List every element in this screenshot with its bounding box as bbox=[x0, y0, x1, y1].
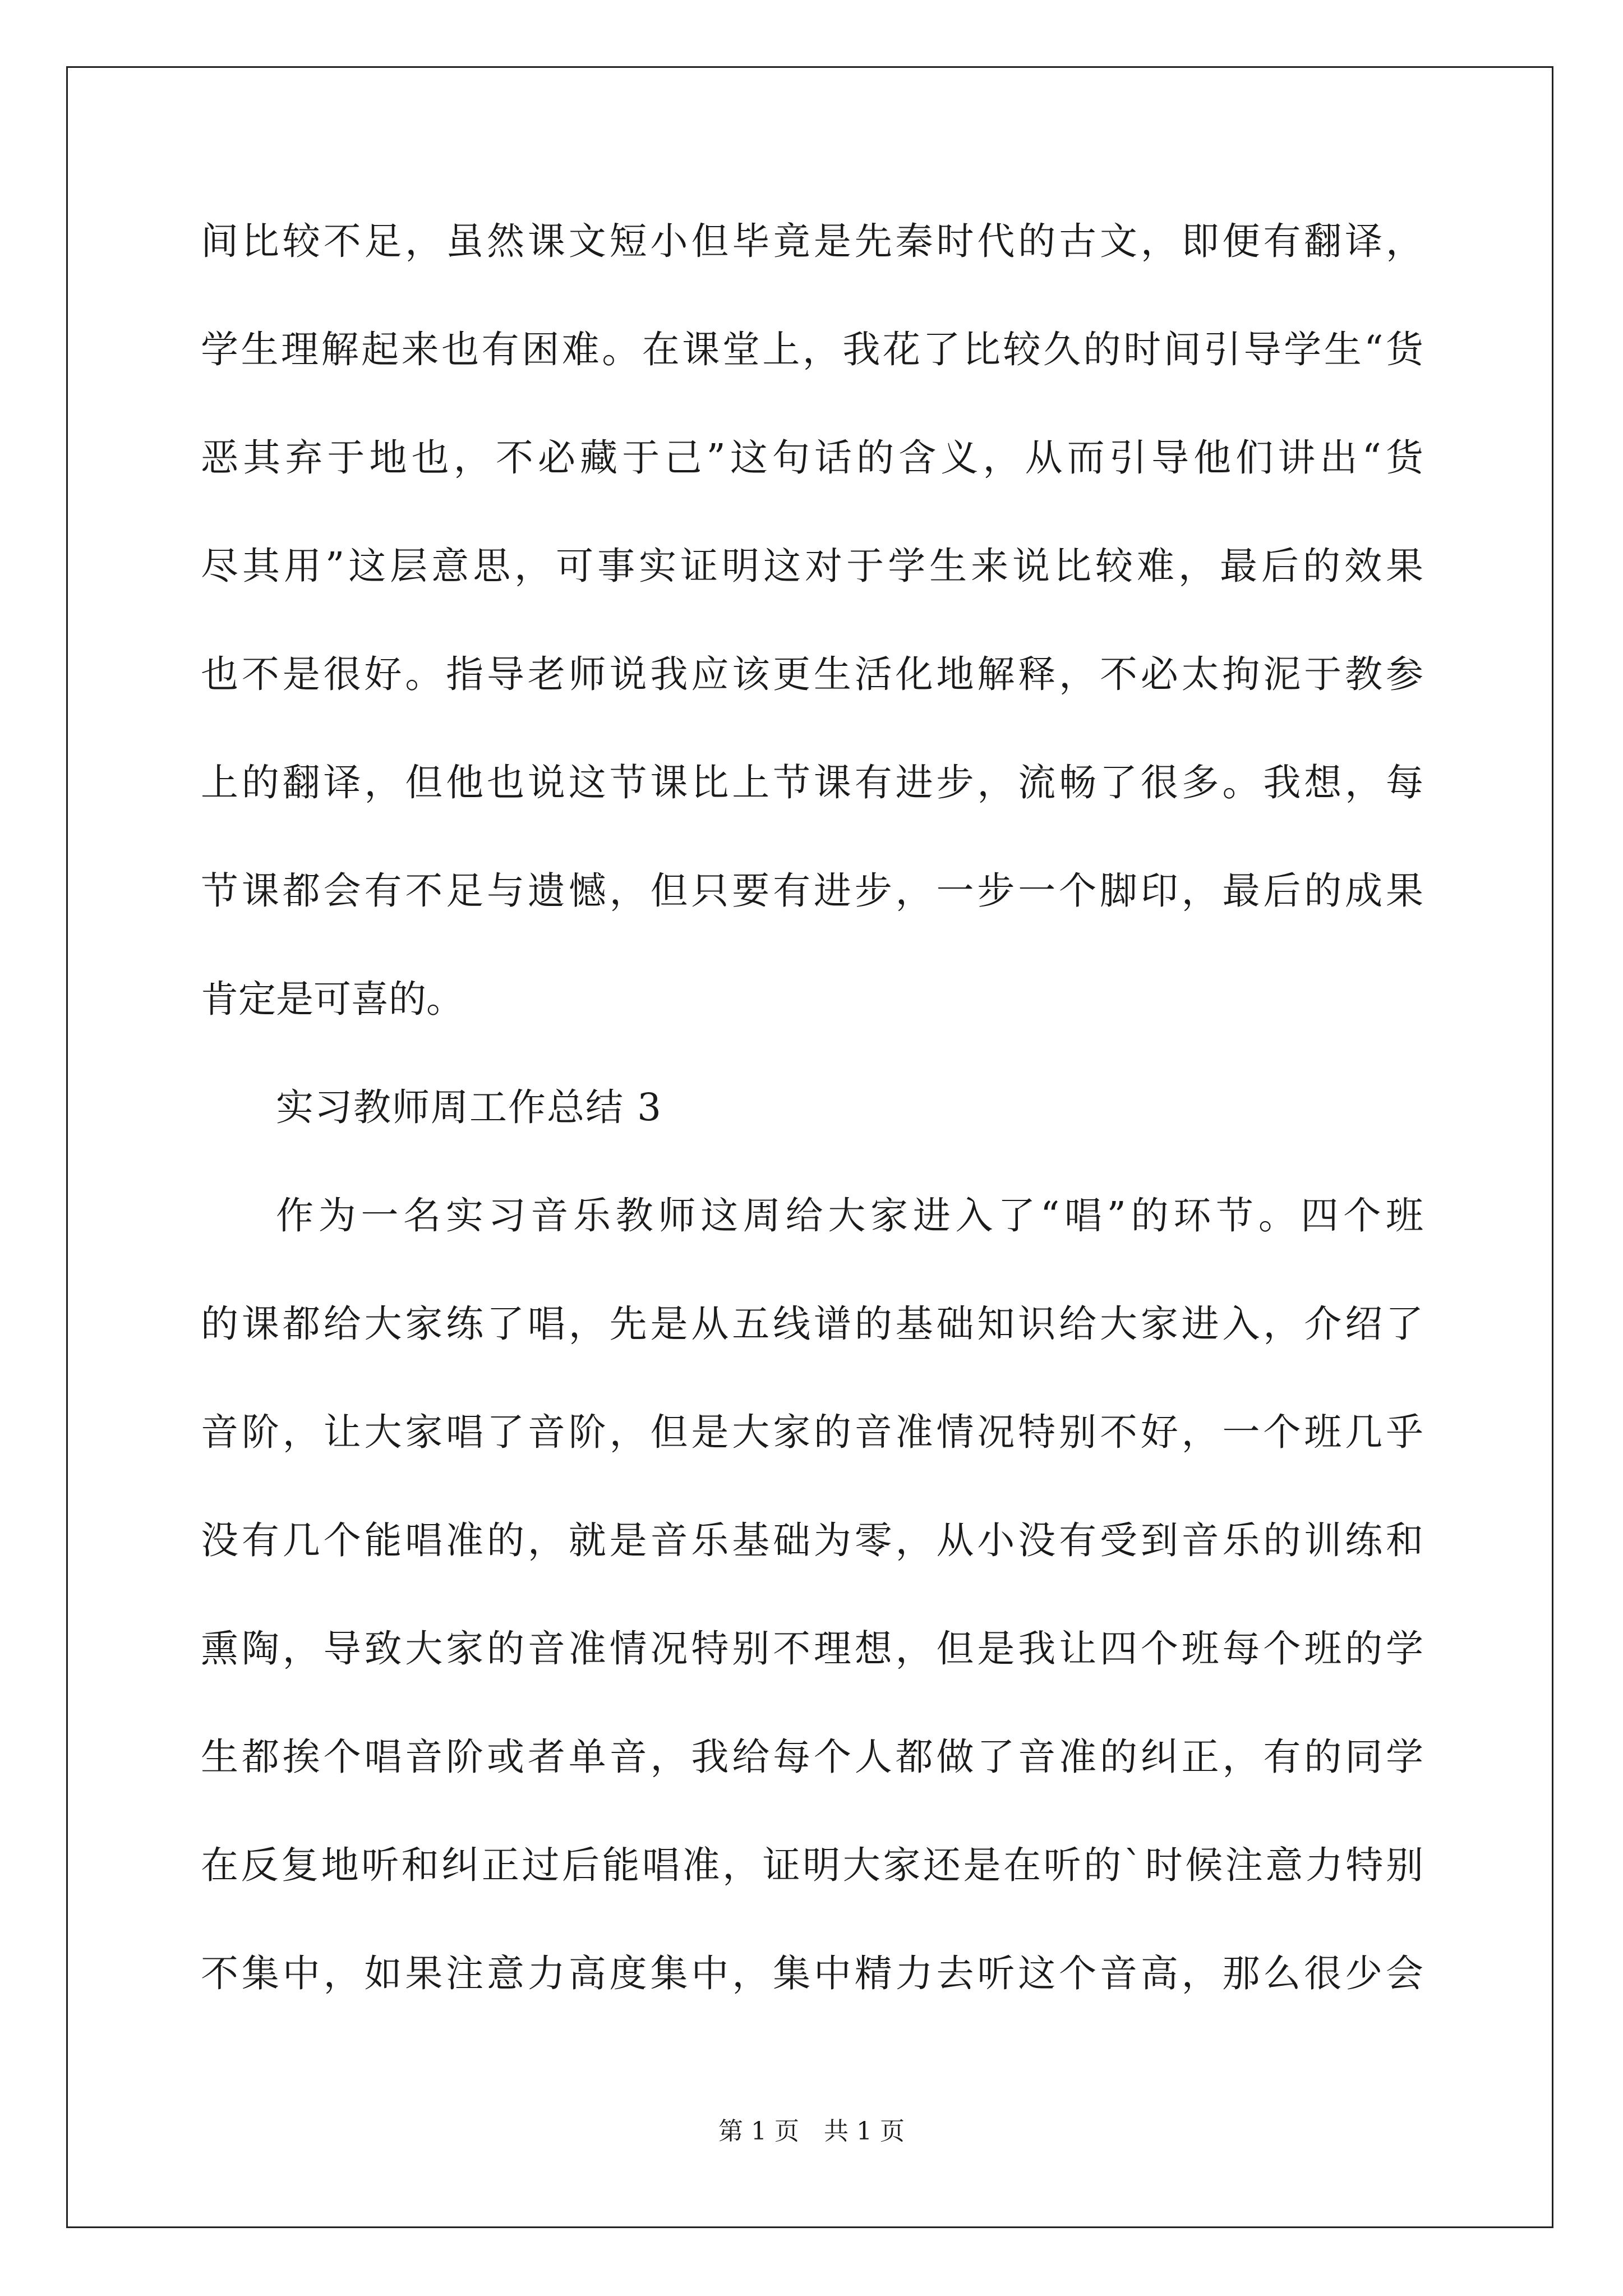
text-line: 学生理解起来也有困难。在课堂上，我花了比较久的时间引导学生“货 bbox=[201, 328, 1423, 371]
page-number: 第 1 页 bbox=[718, 2117, 799, 2146]
page-footer bbox=[0, 2115, 1623, 2148]
text-line: 音阶，让大家唱了音阶，但是大家的音准情况特别不好，一个班几乎 bbox=[201, 1410, 1423, 1454]
page-total: 共 1 页 bbox=[824, 2117, 905, 2146]
text-line: 不集中，如果注意力高度集中，集中精力去听这个音高，那么很少会 bbox=[201, 1952, 1423, 1995]
paragraph-2 bbox=[201, 1185, 1423, 2051]
text-line: 没有几个能唱准的，就是音乐基础为零，从小没有受到音乐的训练和 bbox=[201, 1519, 1423, 1562]
text-line: 也不是很好。指导老师说我应该更生活化地解释，不必太拘泥于教参 bbox=[201, 652, 1423, 696]
section-heading: 实习教师周工作总结 3 bbox=[276, 1085, 662, 1129]
text-line: 间比较不足，虽然课文短小但毕竟是先秦时代的古文，即便有翻译， bbox=[201, 219, 1423, 263]
text-line: 肯定是可喜的。 bbox=[201, 977, 464, 1021]
text-line: 在反复地听和纠正过后能唱准，证明大家还是在听的`时候注意力特别 bbox=[201, 1843, 1423, 1887]
text-line: 节课都会有不足与遗憾，但只要有进步，一步一个脚印，最后的成果 bbox=[201, 869, 1423, 913]
text-line: 生都挨个唱音阶或者单音，我给每个人都做了音准的纠正，有的同学 bbox=[201, 1735, 1423, 1779]
text-line: 的课都给大家练了唱，先是从五线谱的基础知识给大家进入，介绍了 bbox=[201, 1302, 1423, 1346]
text-line: 恶其弃于地也，不必藏于己”这句话的含义，从而引导他们讲出“货 bbox=[201, 436, 1423, 480]
document-body bbox=[201, 210, 1423, 2051]
text-line: 尽其用”这层意思，可事实证明这对于学生来说比较难，最后的效果 bbox=[201, 544, 1423, 588]
text-line: 上的翻译，但他也说这节课比上节课有进步，流畅了很多。我想，每 bbox=[201, 761, 1423, 804]
text-line: 熏陶，导致大家的音准情况特别不理想，但是我让四个班每个班的学 bbox=[201, 1627, 1423, 1671]
paragraph-1 bbox=[201, 210, 1423, 1076]
text-line: 作为一名实习音乐教师这周给大家进入了“唱”的环节。四个班 bbox=[276, 1194, 1423, 1237]
